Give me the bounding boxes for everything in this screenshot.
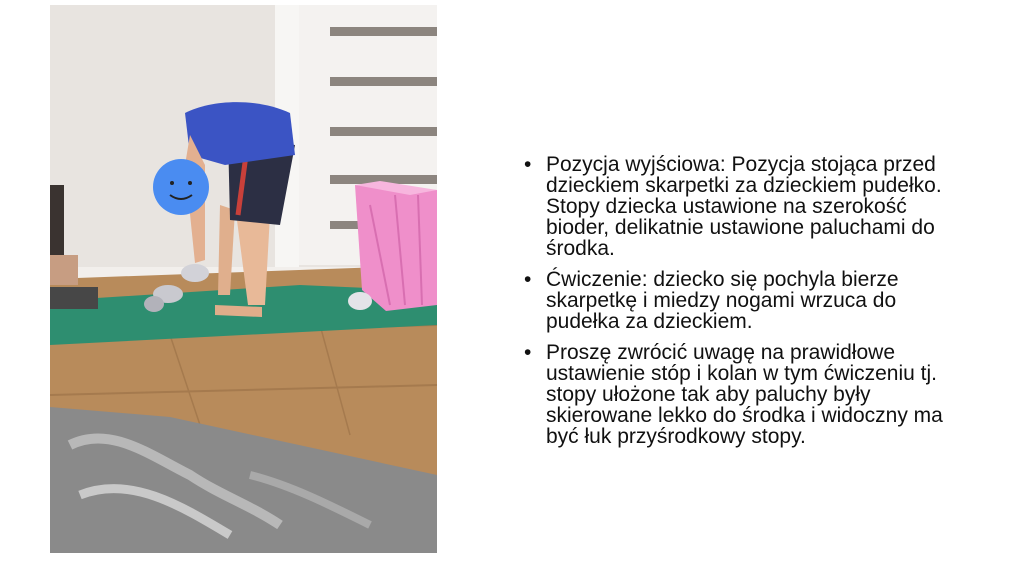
sock (144, 296, 164, 312)
door-glass-strip (330, 127, 437, 136)
sock (348, 292, 372, 310)
sock (181, 264, 209, 282)
adult-foot (50, 287, 98, 309)
bullet-glyph: • (524, 153, 532, 176)
bullet-text: Ćwiczenie: dziecko się pochyla bierze skarpetkę i miedzy nogami wrzuca do pudełka za dzieckiem. (546, 268, 899, 333)
bullet-text: Proszę zwrócić uwagę na prawidłowe ustawienie stóp i kolan w tym ćwiczeniu tj. stopy ułożone tak aby paluchy były skierowane lekko do środka i widoczny ma być łuk przyśrodkowy stopy. (546, 341, 943, 448)
door-glass-strip (330, 77, 437, 86)
blurred-face (153, 159, 209, 215)
bullet-item (524, 342, 964, 447)
exercise-photo (50, 5, 437, 553)
bullet-glyph: • (524, 268, 532, 291)
adult-leg (50, 185, 64, 260)
bullet-item (524, 269, 964, 332)
bullet-glyph: • (524, 341, 532, 364)
child-shirt (185, 102, 295, 165)
adult-hand (50, 255, 78, 285)
bullet-list (524, 154, 964, 457)
bullet-item (524, 154, 964, 259)
door-glass-strip (330, 27, 437, 36)
photo-illustration (50, 5, 437, 553)
bullet-text: Pozycja wyjściowa: Pozycja stojąca przed dzieckiem skarpetki za dzieckiem pudełko. Stopy dziecka ustawione na szerokość bioder, delikatnie ustawione paluchami do środka. (546, 153, 942, 260)
